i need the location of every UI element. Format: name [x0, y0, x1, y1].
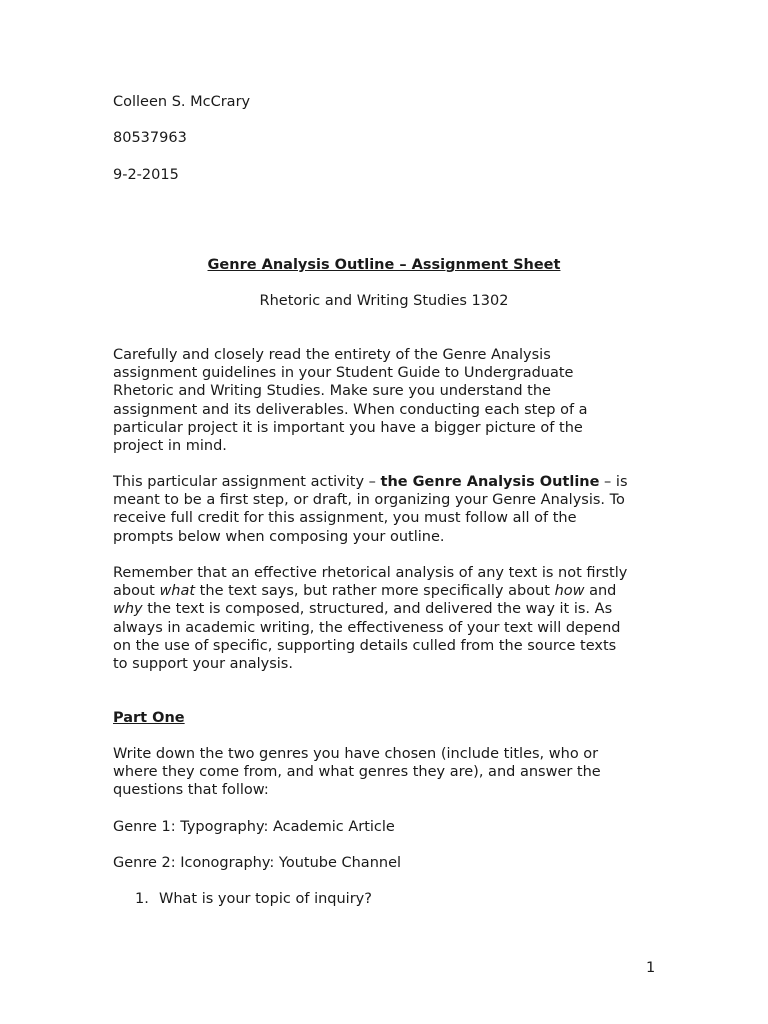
emphasis-how: how [554, 583, 585, 600]
intro-paragraph [113, 346, 673, 455]
paragraph-line: Write down the two genres you have chosen (include titles, who or [113, 746, 599, 762]
paragraph-line: particular project it is important you have a bigger picture of the [113, 419, 583, 436]
document-title: Genre Analysis Outline – Assignment Sheet [207, 257, 561, 273]
text-run: This particular assignment activity – [113, 474, 381, 490]
paragraph-line: project in mind. [113, 438, 227, 455]
part-one-heading: Part One [113, 710, 185, 726]
paragraph-line: always in academic writing, the effectiveness of your text will depend [113, 619, 621, 636]
paragraph-line: receive full credit for this assignment, you must follow all of the [113, 510, 577, 527]
paragraph-line: on the use of specific, supporting details culled from the source texts [113, 637, 617, 654]
text-run: the text says, but rather more specifically about [195, 583, 555, 600]
list-number: 1. [135, 891, 149, 907]
text-run: about [113, 583, 160, 600]
paragraph-line [113, 473, 673, 491]
activity-paragraph [113, 473, 673, 546]
paragraph-line [113, 582, 673, 600]
text-run: – is [599, 474, 628, 490]
paragraph-line: Carefully and closely read the entirety of the Genre Analysis [113, 347, 551, 363]
paragraph-line: meant to be a first step, or draft, in organizing your Genre Analysis. To [113, 492, 625, 509]
paragraph-line: assignment guidelines in your Student Guide to Undergraduate [113, 365, 574, 382]
page-number: 1 [646, 960, 656, 976]
paragraph-line: Rhetoric and Writing Studies. Make sure you understand the [113, 383, 551, 400]
paragraph-line: questions that follow: [113, 782, 269, 799]
emphasis-what: what [159, 583, 196, 600]
emphasis-outline-name: the Genre Analysis Outline [380, 474, 600, 490]
question-text: What is your topic of inquiry? [159, 891, 372, 907]
paragraph-line: assignment and its deliverables. When conducting each step of a [113, 401, 588, 418]
emphasis-why: why [113, 601, 143, 618]
document-date: 9-2-2015 [113, 167, 179, 183]
author-name: Colleen S. McCrary [113, 94, 251, 110]
paragraph-line [113, 600, 673, 618]
genre-2: Genre 2: Iconography: Youtube Channel [113, 855, 402, 871]
paragraph-line: to support your analysis. [113, 656, 293, 673]
student-id: 80537963 [113, 130, 187, 146]
text-run: the text is composed, structured, and delivered the way it is. As [142, 601, 613, 618]
text-run: and [584, 583, 617, 600]
paragraph-line: Remember that an effective rhetorical analysis of any text is not firstly [113, 565, 628, 581]
course-subtitle: Rhetoric and Writing Studies 1302 [259, 293, 509, 309]
paragraph-line: where they come from, and what genres they are), and answer the [113, 764, 601, 781]
genre-1: Genre 1: Typography: Academic Article [113, 819, 395, 835]
paragraph-line: prompts below when composing your outline. [113, 528, 445, 545]
part-one-instructions [113, 745, 673, 800]
rhetorical-analysis-paragraph [113, 564, 673, 673]
list-item [135, 890, 372, 908]
